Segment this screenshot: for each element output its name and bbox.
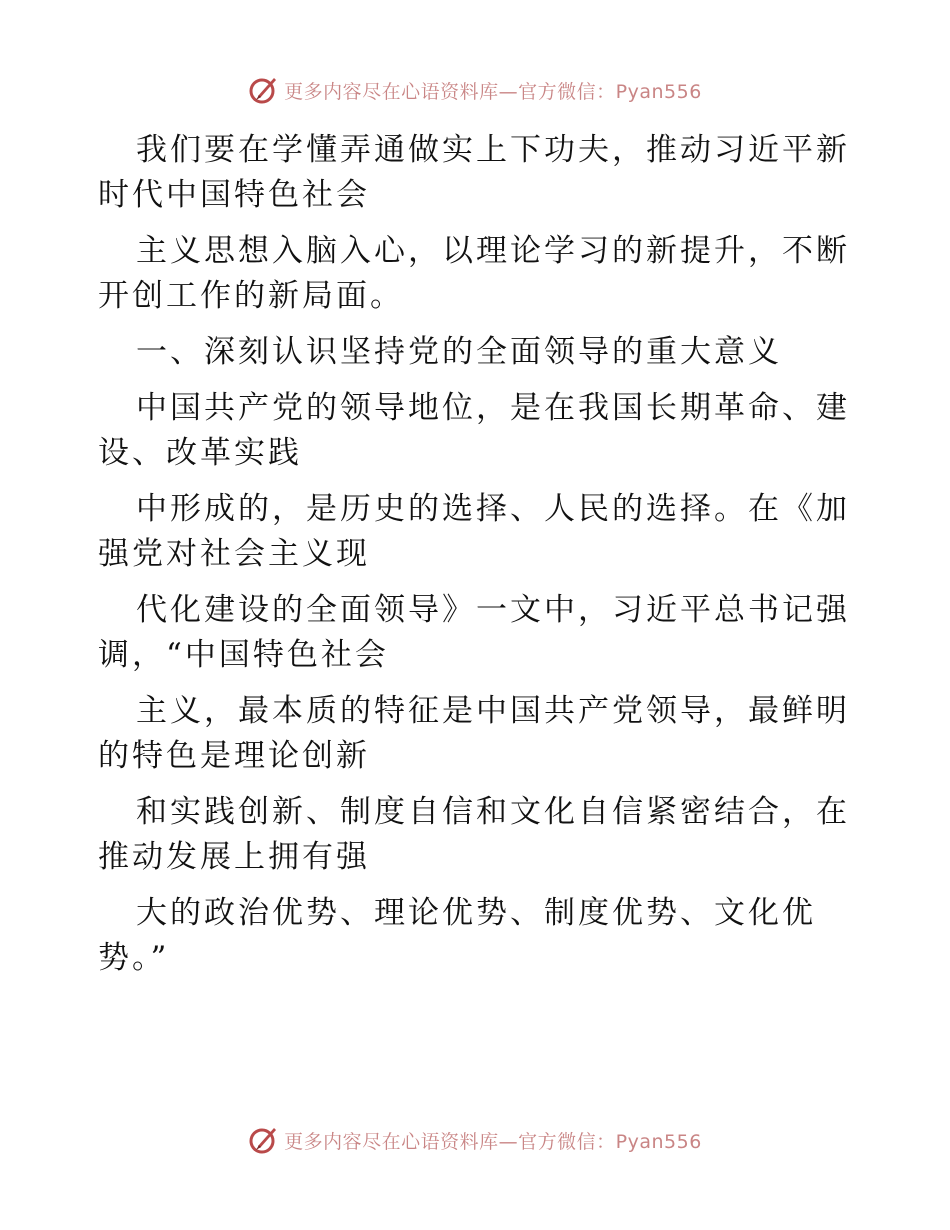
text-line: 中形成的，是历史的选择、人民的选择。在《加 [136, 491, 850, 527]
text-line: 和实践创新、制度自信和文化自信紧密结合，在 [136, 794, 850, 830]
text-line: 推动发展上拥有强 [98, 839, 370, 875]
quill-circle-icon [248, 74, 280, 106]
text-line: 主义思想入脑入心，以理论学习的新提升，不断 [136, 233, 850, 269]
text-line: 中国共产党的领导地位，是在我国长期革命、建 [136, 390, 850, 426]
text-line: 代化建设的全面领导》一文中，习近平总书记强 [136, 592, 850, 628]
text-line: 强党对社会主义现 [98, 536, 370, 572]
text-line: 开创工作的新局面。 [98, 278, 404, 314]
section-heading: 一、深刻认识坚持党的全面领导的重大意义 [136, 334, 782, 370]
quill-circle-icon [248, 1124, 280, 1156]
watermark-text: 更多内容尽在心语资料库—官方微信：Pyan556 [284, 80, 702, 103]
text-line: 我们要在学懂弄通做实上下功夫，推动习近平新 [136, 132, 850, 168]
text-line: 设、改革实践 [98, 435, 302, 471]
header-watermark [0, 72, 950, 108]
text-line: 势。” [98, 940, 170, 976]
text-line: 的特色是理论创新 [98, 738, 370, 774]
text-line: 时代中国特色社会 [98, 177, 370, 213]
text-line: 大的政治优势、理论优势、制度优势、文化优 [136, 895, 816, 931]
text-line: 主义，最本质的特征是中国共产党领导，最鲜明 [136, 693, 850, 729]
footer-watermark [0, 1122, 950, 1158]
watermark-text: 更多内容尽在心语资料库—官方微信：Pyan556 [284, 1130, 702, 1153]
document-body [98, 123, 858, 977]
text-line: 调，“中国特色社会 [98, 637, 389, 673]
